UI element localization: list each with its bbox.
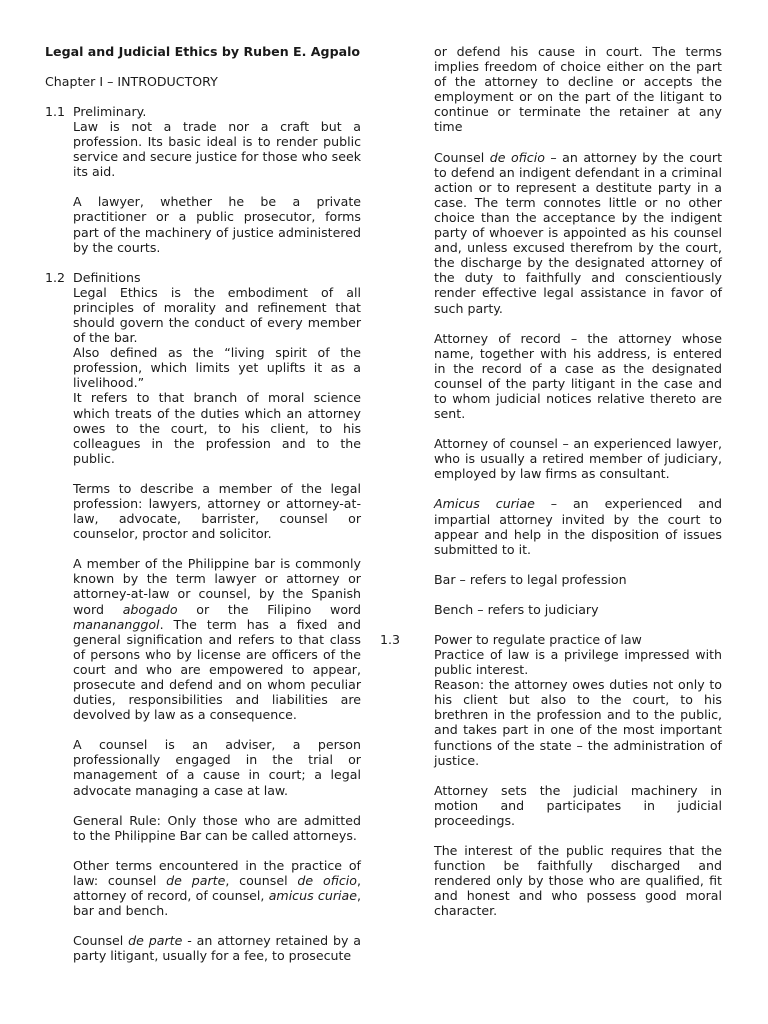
paragraph: Also defined as the “living spirit of the profession, which limits yet uplifts it as a livelihood.” [73, 345, 361, 391]
paragraph [434, 496, 722, 556]
paragraph [434, 150, 722, 316]
paragraph-continued [73, 933, 361, 963]
text-run: Counsel [434, 149, 490, 165]
text-run: , attorney of record, of counsel, [73, 872, 361, 904]
section-1-1 [45, 104, 361, 255]
section-heading [45, 270, 361, 285]
italic-term: de oficio [489, 149, 545, 165]
paragraph [73, 556, 361, 722]
text-run: – an experienced and impartial attorney invited by the court to appear and help in the disposition of issues submitted to it. [434, 496, 722, 557]
paragraph: Attorney sets the judicial machinery in motion and participates in judicial proceedings. [434, 782, 722, 828]
section-number: 1.1 [45, 104, 66, 119]
paragraph: Attorney of counsel – an experienced lawyer, who is usually a retired member of judiciary, employed by law firms as consultant. [434, 436, 722, 482]
text-run: or defend his cause in court. The terms implies freedom of choice either on the part of the attorney to decline or accepts the employment or on the part of the litigant to continue or terminate the retainer at any time [434, 44, 722, 135]
text-run: Counsel [73, 933, 129, 949]
paragraph: A counsel is an adviser, a person professionally engaged in the trial or management of a cause in court; a legal advocate managing a case at law. [73, 737, 361, 798]
paragraph: Practice of law is a privilege impressed with public interest. [434, 647, 722, 678]
section-number: 1.3 [380, 632, 401, 647]
text-run: – an attorney by the court to defend an indigent defendant in a criminal action or to represent a destitute party in a case. The term connotes little or no other choice than the acceptance by the indigent party of whoever is appointed as his counsel and, unless excused therefrom by the court, the discharge by the designated attorney of the duty to faithfully and conscientiously render effective legal assistance in favor of such party. [434, 149, 723, 316]
paragraph: It refers to that branch of moral science which treats of the duties which an attorney owes to the court, to his client, to his colleagues in the profession and to the public. [73, 390, 361, 466]
italic-term: manananggol [73, 616, 160, 632]
right-column [380, 44, 723, 934]
section-title: Preliminary. [73, 104, 147, 119]
chapter-heading: Chapter I – INTRODUCTORY [45, 74, 218, 89]
text-run: , counsel [225, 872, 298, 888]
paragraph: The interest of the public requires that the function be faithfully discharged and rendered only by those who are qualified, fit and honest and who possess good moral character. [434, 843, 722, 919]
paragraph: Attorney of record – the attorney whose name, together with his address, is entered in the record of a case as the designated counsel of the party litigant in the case and to whom judicial notices relative thereto are sent. [434, 330, 722, 422]
text-run: - an attorney retained by a party litigant, usually for a fee, to prosecute [73, 933, 361, 964]
paragraph: Legal Ethics is the embodiment of all principles of morality and refinement that should govern the conduct of every member of the bar. [73, 284, 361, 346]
section-title: Definitions [73, 269, 141, 285]
paragraph [73, 858, 361, 918]
section-1-2-continued [408, 44, 722, 617]
italic-term: de oficio [297, 872, 357, 888]
text-run: , bar and bench. [73, 888, 361, 919]
paragraph: General Rule: Only those who are admitted to the Philippine Bar can be called attorneys. [73, 812, 361, 843]
text-run: or the Filipino word [177, 601, 361, 617]
paragraph-continuation [434, 44, 722, 135]
section-heading [380, 632, 722, 647]
paragraph: Bar – refers to legal profession [434, 571, 627, 587]
italic-term: abogado [122, 601, 178, 617]
document-title: Legal and Judicial Ethics by Ruben E. Agpalo [45, 44, 361, 59]
italic-term: amicus curiae [268, 888, 357, 904]
section-number: 1.2 [45, 269, 66, 285]
paragraph: A lawyer, whether he be a private practitioner or a public prosecutor, forms part of the machinery of justice administered by the courts. [73, 194, 361, 255]
text-run: . The term has a fixed and general signification and refers to that class of persons who by license are officers of the court and who are empowered to appear, prosecute and defend and on whom peculiar duties, responsibilities and liabilities are devolved by law as a consequence. [73, 616, 361, 723]
left-column [45, 44, 361, 963]
italic-term: Amicus curiae [434, 496, 535, 512]
section-heading [45, 104, 361, 119]
text-run: A member of the Philippine bar is commonly known by the term lawyer or attorney or attorney-at-law or counsel, by the Spanish word [73, 556, 361, 617]
paragraph: Reason: the attorney owes duties not only to his client but also to the court, to his brethren in the profession and to the public, and takes part in one of the most important functions of the state – the administration of justice. [434, 677, 722, 768]
paragraph: Law is not a trade nor a craft but a profession. Its basic ideal is to render public service and secure justice for those who seek its aid. [73, 119, 361, 180]
text-run: Other terms encountered in the practice of law: counsel [73, 857, 361, 888]
paragraph: Terms to describe a member of the legal profession: lawyers, attorney or attorney-at-law, advocate, barrister, counsel or counselor, proctor and solicitor. [73, 480, 361, 542]
italic-term: de parte [128, 933, 183, 949]
paragraph: Bench – refers to judiciary [434, 601, 599, 617]
section-1-3 [380, 632, 722, 919]
italic-term: de parte [166, 872, 226, 888]
section-title: Power to regulate practice of law [434, 632, 642, 647]
section-1-2 [45, 270, 361, 964]
